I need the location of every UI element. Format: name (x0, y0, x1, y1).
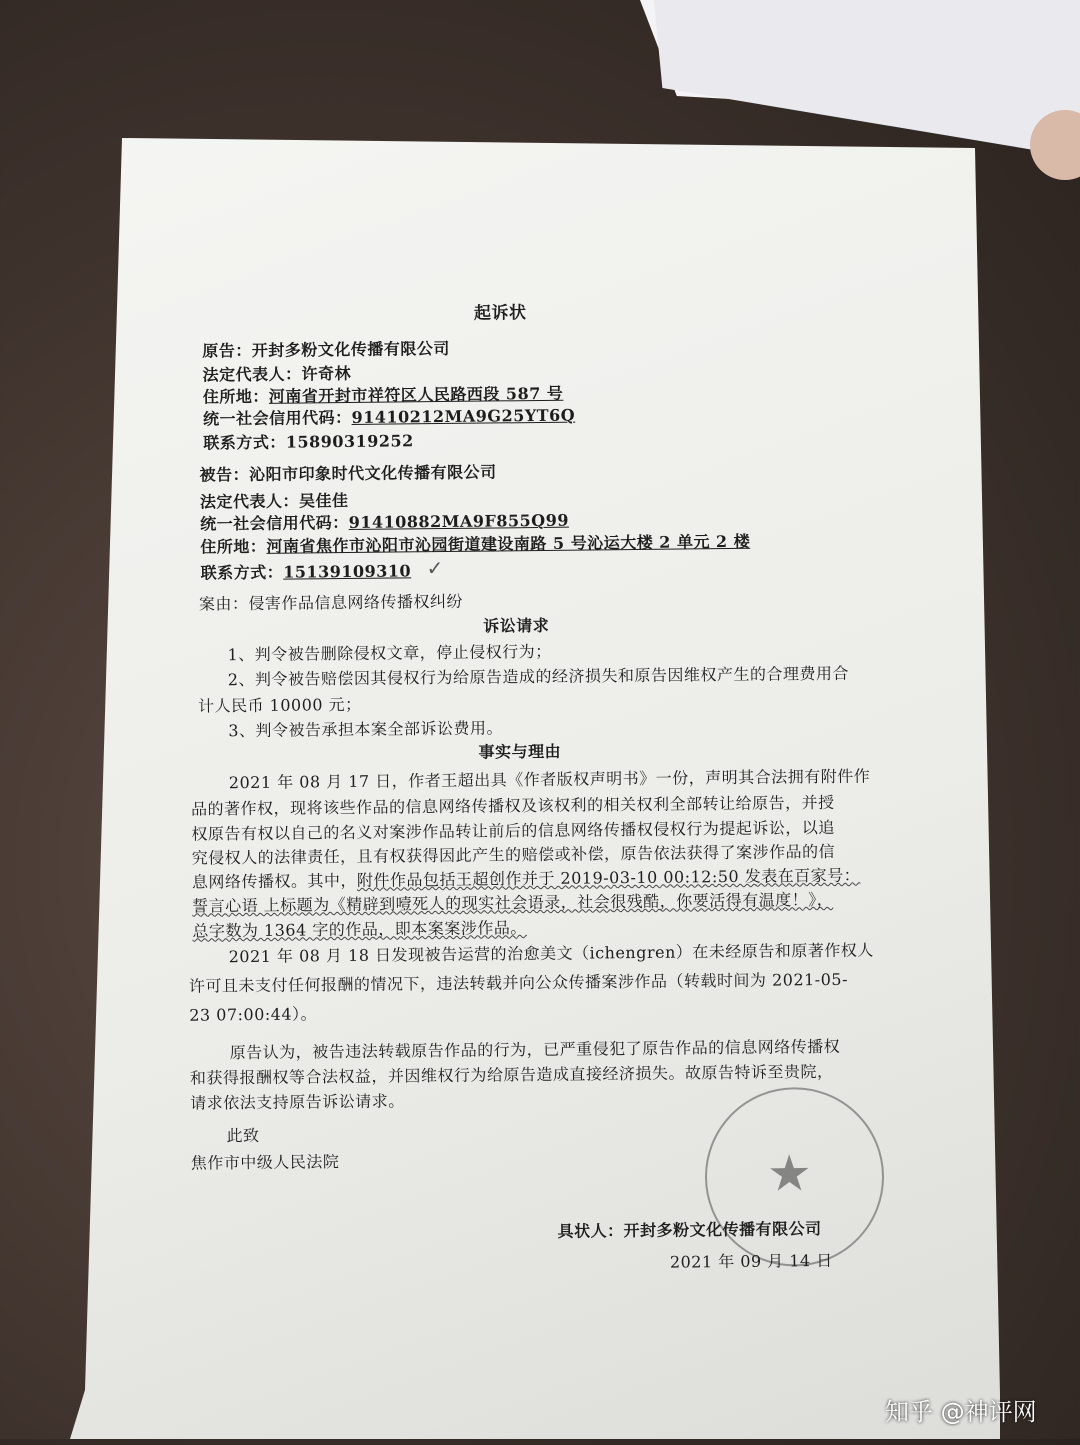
facts-line: 请求依法支持原告诉讼请求。 (190, 1091, 405, 1113)
facts-line: 总字数为 1364 字的作品，即本案案涉作品。 (192, 918, 527, 941)
claim-item: 3、判令被告承担本案全部诉讼费用。 (228, 718, 504, 741)
plaintiff-rep: 法定代表人：许奇林 (202, 363, 352, 385)
label: 联系方式： (200, 562, 284, 583)
star-icon: ★ (766, 1144, 813, 1203)
plaintiff-address (203, 384, 564, 407)
case-cause: 案由：侵害作品信息网络传播权纠纷 (198, 591, 464, 614)
value: 河南省焦作市沁阳市沁园街道建设南路 5 号沁运大楼 2 单元 2 楼 (266, 531, 751, 556)
facts-line: 究侵权人的法律责任，且有权获得因此产生的赔偿或补偿，原告依法获得了案涉作品的信 (191, 841, 836, 868)
checkmark-icon: ✓ (426, 556, 444, 581)
facts-line: 品的著作权，现将该些作品的信息网络传播权及该权利的相关权利全部转让给原告，并授 (191, 792, 835, 819)
facts-line: 和获得报酬权等合法权益，并因维权行为给原告造成直接经济损失。故原告特诉至贵院， (189, 1061, 834, 1088)
label: 联系方式： (203, 432, 286, 453)
facts-line: 2021 年 08 月 17 日，作者王超出具《作者版权声明书》一份，声明其合法拥有附件作 (228, 766, 871, 793)
claims-heading: 诉讼请求 (483, 615, 550, 636)
closing-salutation: 此致 (226, 1125, 260, 1146)
label: 住所地： (200, 536, 267, 557)
watermark: 知乎 @神评网 (885, 1398, 1037, 1426)
plaintiff-contact (203, 431, 414, 452)
value: 15890319252 (285, 431, 414, 452)
facts-line: 原告认为，被告违法转载原告作品的行为，已严重侵犯了原告作品的信息网络传播权 (229, 1036, 841, 1063)
claim-item: 1、判令被告删除侵权文章，停止侵权行为； (227, 641, 552, 665)
date: 2021 年 09 月 14 日 (669, 1250, 833, 1272)
facts-line: 权原告有权以自己的名义对案涉作品转让前后的信息网络传播权侵权行为提起诉讼，以追 (191, 817, 835, 844)
plaintiff-code (203, 406, 575, 429)
plaintiff-name: 原告：开封多粉文化传播有限公司 (202, 338, 450, 361)
label: 统一社会信用代码： (202, 407, 352, 429)
document-title: 起诉状 (473, 303, 527, 324)
signer: 具状人：开封多粉文化传播有限公司 (557, 1219, 822, 1241)
defendant-code (200, 511, 569, 534)
value: 91410212MA9G25YT6Q (351, 405, 576, 427)
facts-line: 许可且未支付任何报酬的情况下，违法转载并向公众传播案涉作品（转载时间为 2021-05- (188, 969, 849, 996)
claim-item: 2、判令被告赔偿因其侵权行为给原告造成的经济损失和原告因维权产生的合理费用合 (227, 663, 850, 690)
underlined-text: 附件作品包括王超创作并于 2019-03-10 00:12:50 发表在百家号： (356, 865, 861, 890)
value: 河南省开封市祥符区人民路西段 587 号 (268, 383, 564, 406)
label: 统一社会信用代码： (200, 512, 349, 534)
text: 息网络传播权。其中， (191, 870, 357, 892)
claim-item: 计人民币 10000 元； (197, 694, 362, 716)
defendant-contact (201, 561, 412, 582)
company-seal (704, 1086, 885, 1267)
label: 住所地： (202, 386, 269, 407)
defendant-rep: 法定代表人：吴佳佳 (199, 490, 349, 512)
facts-line (192, 866, 861, 892)
facts-line: 23 07:00:44）。 (189, 1004, 318, 1025)
defendant-address (200, 532, 750, 557)
court-name: 焦作市中级人民法院 (190, 1152, 340, 1173)
value: 15139109310 (283, 561, 412, 582)
facts-line: 誓言心语 上标题为《精辟到噎死人的现实社会语录，社会很残酷，你要活得有温度！》， (192, 889, 834, 916)
facts-heading: 事实与理由 (478, 741, 562, 762)
value: 91410882MA9F855Q99 (348, 510, 570, 532)
defendant-name: 被告：沁阳市印象时代文化传播有限公司 (199, 462, 497, 485)
facts-line: 2021 年 08 月 18 日发现被告运营的治愈美文（ichengren）在未经原告和原著作权人 (228, 940, 874, 967)
